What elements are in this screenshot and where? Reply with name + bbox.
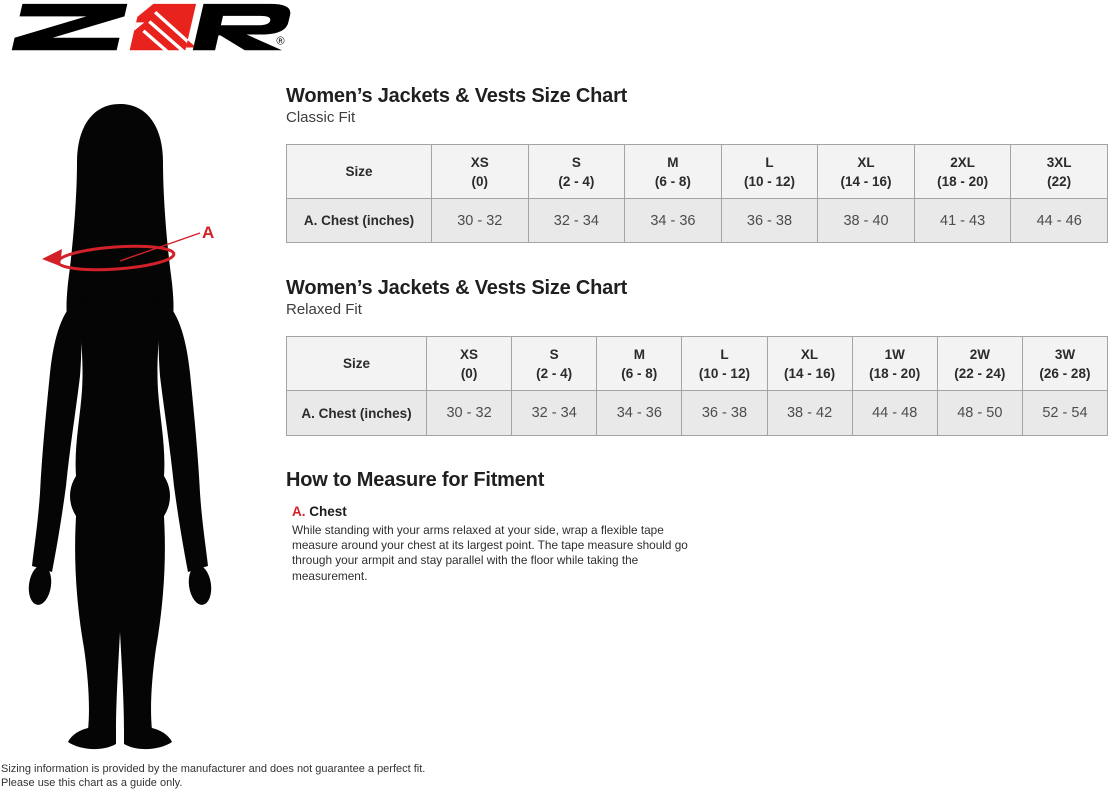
classic-fit-section <box>286 85 1108 243</box>
chest-value-cell: 38 - 40 <box>818 199 915 243</box>
chest-measurement-row <box>287 199 1108 243</box>
size-col-header: 1W (18 - 20) <box>852 337 937 391</box>
size-col-header: XL (14 - 16) <box>767 337 852 391</box>
chest-row-label: A. Chest (inches) <box>287 199 432 243</box>
chest-measurement-row <box>287 391 1108 436</box>
size-col-header: S (2 - 4) <box>512 337 597 391</box>
chest-value-cell: 48 - 50 <box>937 391 1022 436</box>
size-col-header: XL (14 - 16) <box>818 145 915 199</box>
classic-fit-size-table <box>286 144 1108 243</box>
annotation-letter-a: A <box>202 223 215 242</box>
chest-value-cell: 34 - 36 <box>597 391 682 436</box>
relaxed-fit-section <box>286 277 1108 436</box>
chest-value-cell: 44 - 48 <box>852 391 937 436</box>
how-to-measure-title: How to Measure for Fitment <box>286 469 545 491</box>
size-column-label: Size <box>287 337 427 391</box>
size-column-label: Size <box>287 145 432 199</box>
female-silhouette <box>26 104 213 749</box>
size-col-header: XS (0) <box>427 337 512 391</box>
size-col-header: M (6 - 8) <box>625 145 722 199</box>
measure-item-heading <box>292 503 1108 520</box>
classic-fit-subtitle: Classic Fit <box>286 109 356 126</box>
how-to-measure-section <box>286 469 1108 584</box>
size-col-header: L (10 - 12) <box>721 145 818 199</box>
chest-value-cell: 30 - 32 <box>432 199 529 243</box>
chest-value-cell: 38 - 42 <box>767 391 852 436</box>
chest-value-cell: 41 - 43 <box>914 199 1011 243</box>
measure-item-name: Chest <box>309 504 347 519</box>
size-header-row <box>287 145 1108 199</box>
size-col-header: S (2 - 4) <box>528 145 625 199</box>
size-col-header: 3W (26 - 28) <box>1022 337 1107 391</box>
size-col-header: 2W (22 - 24) <box>937 337 1022 391</box>
classic-fit-title: Women’s Jackets & Vests Size Chart <box>286 85 628 107</box>
chest-value-cell: 30 - 32 <box>427 391 512 436</box>
relaxed-fit-title: Women’s Jackets & Vests Size Chart <box>286 277 628 299</box>
chest-value-cell: 36 - 38 <box>721 199 818 243</box>
measure-arrowhead-icon <box>42 249 62 266</box>
disclaimer-line-1: Sizing information is provided by the manufacturer and does not guarantee a perfect fit. <box>1 763 426 775</box>
z1r-brand-logo[interactable] <box>5 2 297 54</box>
chest-value-cell: 52 - 54 <box>1022 391 1107 436</box>
disclaimer-line-2: Please use this chart as a guide only. <box>1 777 183 789</box>
chest-value-cell: 34 - 36 <box>625 199 722 243</box>
chest-value-cell: 36 - 38 <box>682 391 767 436</box>
chest-value-cell: 32 - 34 <box>528 199 625 243</box>
measure-item-description: While standing with your arms relaxed at your side, wrap a flexible tape measure around your chest at its largest point. The tape measure should go through your armpit and stay parallel with the floor while taking the measurement. <box>292 523 688 583</box>
size-col-header: XS (0) <box>432 145 529 199</box>
relaxed-fit-subtitle: Relaxed Fit <box>286 301 362 318</box>
size-col-header: 2XL (18 - 20) <box>914 145 1011 199</box>
chest-value-cell: 32 - 34 <box>512 391 597 436</box>
size-col-header: M (6 - 8) <box>597 337 682 391</box>
measurement-silhouette-figure <box>0 98 285 760</box>
sizing-disclaimer <box>1 762 425 790</box>
relaxed-fit-size-table <box>286 336 1108 436</box>
measure-item-letter: A. <box>292 504 306 519</box>
chest-value-cell: 44 - 46 <box>1011 199 1108 243</box>
logo-registered-icon: ® <box>276 35 285 48</box>
logo-letters <box>10 4 293 54</box>
measure-item-chest <box>292 503 1108 584</box>
size-col-header: 3XL (22) <box>1011 145 1108 199</box>
logo-letter-z <box>12 4 128 50</box>
size-col-header: L (10 - 12) <box>682 337 767 391</box>
size-header-row <box>287 337 1108 391</box>
size-chart-content <box>286 85 1108 584</box>
chest-row-label: A. Chest (inches) <box>287 391 427 436</box>
